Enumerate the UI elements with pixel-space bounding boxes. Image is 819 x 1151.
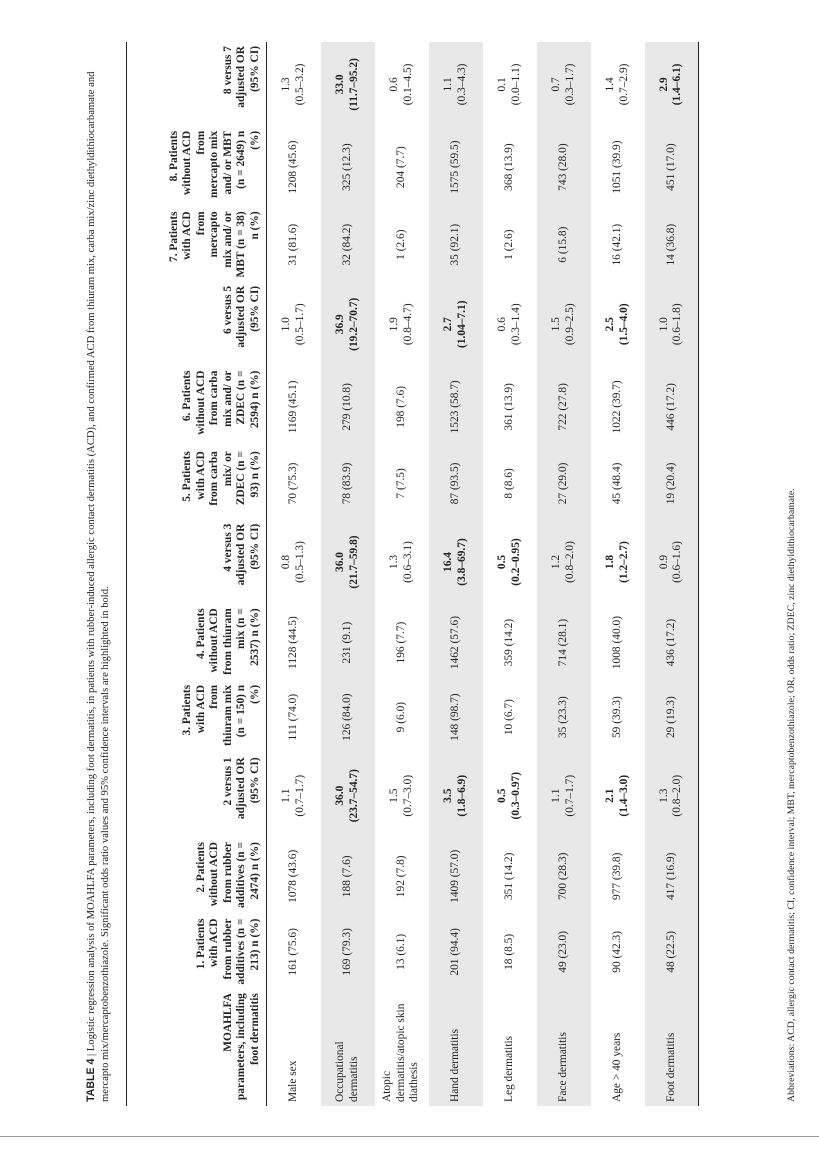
cell-value: 196 (7.7) [394, 621, 407, 664]
table-label: TABLE 4 [85, 1058, 97, 1102]
cell-value: 36.9 [334, 314, 346, 335]
header-col-6: 4 versus 3 adjusted OR (95% CI) [127, 520, 267, 605]
cell-value: 451 (17.0) [664, 143, 677, 191]
cell-value: 59 (39.3) [610, 696, 623, 739]
row-label: Foot dermatitis [645, 989, 699, 1106]
cell-value: 1523 (58.7) [448, 380, 461, 434]
table-cell [267, 838, 321, 915]
table-cell [537, 681, 591, 754]
table-row [321, 42, 375, 1106]
table-cell [429, 207, 483, 282]
cell-value: 3.5 [442, 788, 454, 803]
cell-ci: (23.7–54.7) [347, 769, 360, 823]
cell-value: 35 (92.1) [448, 223, 461, 266]
table-cell [537, 207, 591, 282]
table-row [267, 42, 321, 1106]
cell-ci: (0.5–3.2) [293, 63, 306, 106]
cell-value: 1.8 [604, 554, 616, 570]
table-cell [375, 127, 429, 208]
cell-value: 368 (13.9) [502, 143, 515, 191]
table-cell [267, 447, 321, 520]
table-cell [591, 838, 645, 915]
cell-ci: (0.8–4.7) [401, 303, 414, 346]
row-label: Leg dermatitis [502, 1035, 515, 1102]
table-cell [321, 753, 375, 838]
cell-value: 192 (7.8) [394, 855, 407, 898]
table-cell [429, 915, 483, 990]
table-cell [267, 127, 321, 208]
table-cell [591, 447, 645, 520]
table-cell [267, 520, 321, 605]
cell-value: 2.1 [604, 788, 616, 803]
table-cell [429, 753, 483, 838]
cell-ci: (1.5–4.0) [617, 303, 630, 346]
table-cell [645, 127, 699, 208]
header-col-10: 7. Patients with ACD from mercapto mix and/ or MBT (n = 38) n (%) [127, 207, 267, 282]
table-cell [645, 681, 699, 754]
table-body [267, 42, 699, 1106]
cell-value: 19 (20.4) [664, 462, 677, 505]
header-col-11: 8. Patients without ACD from mercapto mix and/ or MBT (n = 2649) n (%) [127, 127, 267, 208]
table-cell [483, 127, 537, 208]
cell-value: 231 (9.1) [340, 621, 353, 664]
cell-value: 0.9 [657, 554, 670, 570]
cell-value: 1.4 [604, 77, 616, 92]
cell-value: 9 (6.0) [394, 701, 407, 733]
table-row [591, 42, 645, 1106]
cell-value: 1.0 [657, 317, 670, 332]
cell-ci: (0.8–2.0) [563, 541, 576, 583]
table-cell [483, 520, 537, 605]
table-cell [591, 604, 645, 681]
table-cell [375, 42, 429, 127]
table-cell [267, 753, 321, 838]
cell-value: 188 (7.6) [340, 855, 353, 898]
cell-value: 1.1 [550, 788, 562, 803]
cell-value: 1.0 [280, 317, 293, 332]
cell-value: 111 (74.0) [287, 693, 299, 741]
cell-value: 1.5 [550, 317, 562, 332]
cell-ci: (11.7–95.2) [347, 58, 360, 111]
cell-ci: (1.4–3.0) [617, 774, 630, 817]
cell-value: 31 (81.6) [287, 223, 299, 266]
cell-value: 2.7 [442, 317, 454, 332]
cell-value: 2.5 [604, 317, 616, 332]
caption-text: Logistic regression analysis of MOAHLFA parameters, including foot dermatitis, in patients with rubber-induced allergic contact dermatitis (ACD), and confirmed ACD from thiuram mix, carba mix/zinc diethyldithiocarbamate and mercapto mix/mercaptobenzothiazole. Significant odds ratio values and 95% confidence intervals are highlighted in bold. [86, 71, 111, 1102]
table-cell [483, 753, 537, 838]
cell-value: 1078 (43.6) [287, 849, 299, 903]
cell-value: 1208 (45.6) [287, 140, 299, 194]
cell-value: 1 (2.6) [394, 229, 407, 260]
cell-ci: (0.6–1.8) [671, 303, 684, 346]
page-divider [0, 1136, 819, 1137]
cell-value: 70 (75.3) [287, 462, 299, 505]
cell-value: 0.5 [496, 554, 508, 570]
cell-value: 10 (6.7) [502, 699, 515, 736]
table-cell [321, 604, 375, 681]
cell-value: 1.3 [657, 788, 670, 803]
table-cell [537, 753, 591, 838]
cell-value: 700 (28.3) [556, 852, 569, 901]
row-label: Hand dermatitis [429, 989, 483, 1106]
cell-value: 87 (93.5) [448, 462, 461, 505]
cell-ci: (1.04–7.1) [455, 300, 468, 348]
table-cell [645, 838, 699, 915]
table-cell [645, 447, 699, 520]
table-row [429, 42, 483, 1106]
table-cell [645, 753, 699, 838]
cell-value: 8 (8.6) [502, 468, 515, 499]
cell-ci: (0.9–2.5) [563, 303, 576, 346]
table-cell [537, 42, 591, 127]
cell-value: 1008 (40.0) [610, 616, 623, 670]
cell-ci: (0.6–3.1) [401, 541, 414, 583]
table-cell [321, 282, 375, 367]
cell-value: 743 (28.0) [556, 143, 569, 191]
cell-value: 6 (15.8) [556, 226, 569, 263]
cell-value: 1128 (44.5) [287, 616, 299, 669]
table-cell [591, 520, 645, 605]
table-cell [483, 282, 537, 367]
table-cell [537, 520, 591, 605]
cell-ci: (0.5–1.7) [293, 303, 306, 346]
table-row [645, 42, 699, 1106]
table-cell [267, 915, 321, 990]
table-cell [267, 42, 321, 127]
cell-value: 0.5 [496, 788, 508, 803]
table-cell [645, 282, 699, 367]
cell-ci: (0.1–4.5) [401, 63, 414, 106]
table-cell [321, 127, 375, 208]
cell-ci: (0.6–1.6) [671, 541, 684, 583]
cell-value: 32 (84.2) [340, 223, 353, 266]
cell-value: 1.3 [388, 554, 400, 570]
cell-value: 204 (7.7) [394, 146, 407, 188]
cell-value: 0.6 [388, 77, 400, 92]
table-cell [321, 42, 375, 127]
table-cell [483, 207, 537, 282]
table-cell [321, 681, 375, 754]
cell-value: 279 (10.8) [340, 383, 353, 431]
header-parameters: MOAHLFA parameters, including foot dermatitis [127, 989, 267, 1106]
table-cell [429, 127, 483, 208]
table-cell [429, 681, 483, 754]
table-cell [537, 282, 591, 367]
cell-ci: (1.4–6.1) [671, 63, 684, 106]
cell-value: 18 (8.5) [502, 933, 515, 970]
cell-value: 1.3 [280, 77, 293, 92]
cell-value: 359 (14.2) [502, 618, 515, 667]
cell-value: 48 (22.5) [664, 930, 677, 973]
table-cell [483, 42, 537, 127]
header-col-12: 8 versus 7 adjusted OR (95% CI) [127, 42, 267, 127]
header-col-1: 1. Patients with ACD from rubber additives (n = 213) n (%) [127, 915, 267, 990]
cell-value: 1.5 [388, 788, 400, 803]
table-cell [591, 42, 645, 127]
cell-ci: (0.7–2.9) [617, 63, 630, 106]
cell-ci: (0.7–3.0) [401, 774, 414, 817]
table-cell [483, 681, 537, 754]
table-cell [645, 604, 699, 681]
table-cell [375, 915, 429, 990]
cell-value: 1 (2.6) [502, 229, 515, 260]
table-cell [429, 604, 483, 681]
table-cell [321, 838, 375, 915]
table-cell [267, 207, 321, 282]
cell-value: 161 (75.6) [287, 928, 299, 976]
cell-value: 0.6 [496, 317, 508, 332]
row-label: Face dermatitis [537, 989, 591, 1106]
table-row [537, 42, 591, 1106]
cell-value: 198 (7.6) [394, 385, 407, 428]
table-row [375, 42, 429, 1106]
cell-value: 1409 (57.0) [448, 849, 461, 903]
cell-value: 7 (7.5) [394, 468, 407, 499]
table-cell [375, 681, 429, 754]
table-cell [537, 915, 591, 990]
cell-ci: (3.8–69.7) [455, 538, 468, 586]
regression-table [126, 42, 699, 1106]
cell-value: 1169 (45.1) [287, 380, 299, 434]
table-cell [375, 367, 429, 448]
row-label: Male sex [287, 1060, 299, 1102]
header-col-8: 6. Patients without ACD from carba mix and/ or ZDEC (n = 2594) n (%) [127, 367, 267, 448]
cell-value: 325 (12.3) [340, 143, 353, 191]
cell-value: 0.1 [496, 77, 508, 92]
cell-ci: (0.3–1.4) [509, 303, 522, 346]
table-cell [483, 447, 537, 520]
rotated-table-page [80, 28, 808, 1118]
cell-value: 1.1 [442, 77, 454, 92]
cell-value: 13 (6.1) [394, 933, 407, 970]
cell-ci: (1.8–6.9) [455, 774, 468, 817]
cell-value: 0.7 [550, 77, 562, 92]
cell-ci: (19.2–70.7) [347, 297, 360, 351]
cell-value: 36.0 [334, 552, 346, 572]
table-cell [429, 42, 483, 127]
cell-value: 417 (16.9) [664, 852, 677, 901]
table-cell [483, 838, 537, 915]
header-col-5: 4. Patients without ACD from thiuram mix (n = 2537) n (%) [127, 604, 267, 681]
table-cell [537, 838, 591, 915]
table-cell [483, 367, 537, 448]
table-cell [375, 447, 429, 520]
table-cell [591, 367, 645, 448]
table-cell [375, 282, 429, 367]
table-cell [267, 681, 321, 754]
table-cell [429, 367, 483, 448]
caption-separator: | [86, 1053, 97, 1056]
cell-value: 1.2 [550, 554, 562, 570]
header-col-2: 2. Patients without ACD from rubber additives (n = 2474) n (%) [127, 838, 267, 915]
cell-value: 436 (17.2) [664, 618, 677, 667]
cell-value: 1575 (59.5) [448, 140, 461, 194]
table-cell [483, 915, 537, 990]
cell-value: 714 (28.1) [556, 618, 569, 667]
cell-value: 90 (42.3) [610, 930, 623, 973]
table-cell [645, 520, 699, 605]
table-cell [537, 367, 591, 448]
cell-ci: (0.7–1.7) [293, 774, 306, 817]
table-cell [429, 282, 483, 367]
table-cell [375, 520, 429, 605]
table-footnote: Abbreviations: ACD, allergic contact dermatitis; CI, confidence interval; MBT, mercaptobenzothiazole; OR, odds ratio; ZDEC, zinc diethyldithiocarbamate. [786, 488, 797, 1102]
cell-value: 148 (98.7) [448, 693, 461, 741]
table-cell [591, 681, 645, 754]
table-cell [321, 367, 375, 448]
table-cell [375, 753, 429, 838]
cell-value: 351 (14.2) [502, 852, 515, 901]
table-cell [483, 604, 537, 681]
cell-ci: (0.2–0.95) [509, 538, 522, 586]
table-cell [321, 520, 375, 605]
table-cell [591, 127, 645, 208]
row-label: Occupational dermatitis [321, 989, 375, 1106]
table-row [483, 42, 537, 1106]
cell-value: 36.0 [334, 785, 346, 806]
table-cell [267, 367, 321, 448]
cell-value: 33.0 [334, 74, 346, 95]
table-cell [429, 447, 483, 520]
cell-value: 16.4 [442, 552, 454, 572]
table-cell [537, 604, 591, 681]
table-cell [591, 207, 645, 282]
cell-ci: (0.0–1.1) [509, 63, 522, 106]
cell-value: 126 (84.0) [340, 693, 353, 741]
table-cell [429, 838, 483, 915]
cell-value: 1051 (39.9) [610, 140, 623, 194]
cell-value: 1022 (39.7) [610, 380, 623, 434]
cell-ci: (0.3–1.7) [563, 63, 576, 106]
table-cell [537, 447, 591, 520]
cell-value: 201 (94.4) [448, 928, 461, 976]
table-cell [591, 915, 645, 990]
table-cell [267, 604, 321, 681]
table-cell [321, 915, 375, 990]
header-col-3: 2 versus 1 adjusted OR (95% CI) [127, 753, 267, 838]
cell-value: 169 (79.3) [340, 928, 353, 976]
table-cell [375, 604, 429, 681]
cell-value: 78 (83.9) [340, 462, 353, 505]
table-cell [645, 915, 699, 990]
cell-value: 977 (39.8) [610, 852, 623, 901]
cell-ci: (0.5–1.3) [293, 541, 306, 583]
cell-ci: (0.3–0.97) [509, 771, 522, 820]
table-cell [375, 838, 429, 915]
cell-value: 722 (27.8) [556, 383, 569, 431]
cell-value: 27 (29.0) [556, 462, 569, 505]
table-header-row [127, 42, 267, 1106]
cell-ci: (0.8–2.0) [671, 774, 684, 817]
table-cell [429, 520, 483, 605]
table-cell [321, 447, 375, 520]
row-label: Atopic dermatitis/atopic skin diathesis [381, 1003, 421, 1102]
header-col-9: 6 versus 5 adjusted OR (95% CI) [127, 282, 267, 367]
cell-value: 29 (19.3) [664, 696, 677, 739]
row-label: Age > 40 years [610, 1032, 623, 1102]
table-cell [591, 282, 645, 367]
cell-value: 1.1 [280, 788, 293, 803]
cell-ci: (21.7–59.8) [347, 535, 360, 589]
cell-value: 14 (36.8) [664, 223, 677, 266]
header-col-4: 3. Patients with ACD from thiuram mix (n = 150) n (%) [127, 681, 267, 754]
cell-ci: (0.7–1.7) [563, 774, 576, 817]
table-cell [645, 367, 699, 448]
table-cell [375, 207, 429, 282]
table-cell [537, 127, 591, 208]
table-cell [645, 207, 699, 282]
header-col-7: 5. Patients with ACD from carba mix/ or ZDEC (n = 93) n (%) [127, 447, 267, 520]
table-cell [321, 207, 375, 282]
cell-ci: (0.3–4.3) [455, 63, 468, 106]
cell-value: 446 (17.2) [664, 383, 677, 431]
cell-value: 1.9 [388, 317, 400, 332]
cell-value: 2.9 [657, 77, 670, 92]
table-caption [84, 42, 113, 1102]
cell-value: 49 (23.0) [556, 930, 569, 973]
cell-ci: (1.2–2.7) [617, 541, 630, 583]
table-cell [267, 282, 321, 367]
cell-value: 45 (48.4) [610, 462, 623, 505]
cell-value: 0.8 [280, 554, 293, 570]
table-cell [645, 42, 699, 127]
cell-value: 1462 (57.6) [448, 616, 461, 670]
table-cell [591, 753, 645, 838]
cell-value: 35 (23.3) [556, 696, 569, 739]
cell-value: 16 (42.1) [610, 223, 623, 266]
cell-value: 361 (13.9) [502, 383, 515, 431]
